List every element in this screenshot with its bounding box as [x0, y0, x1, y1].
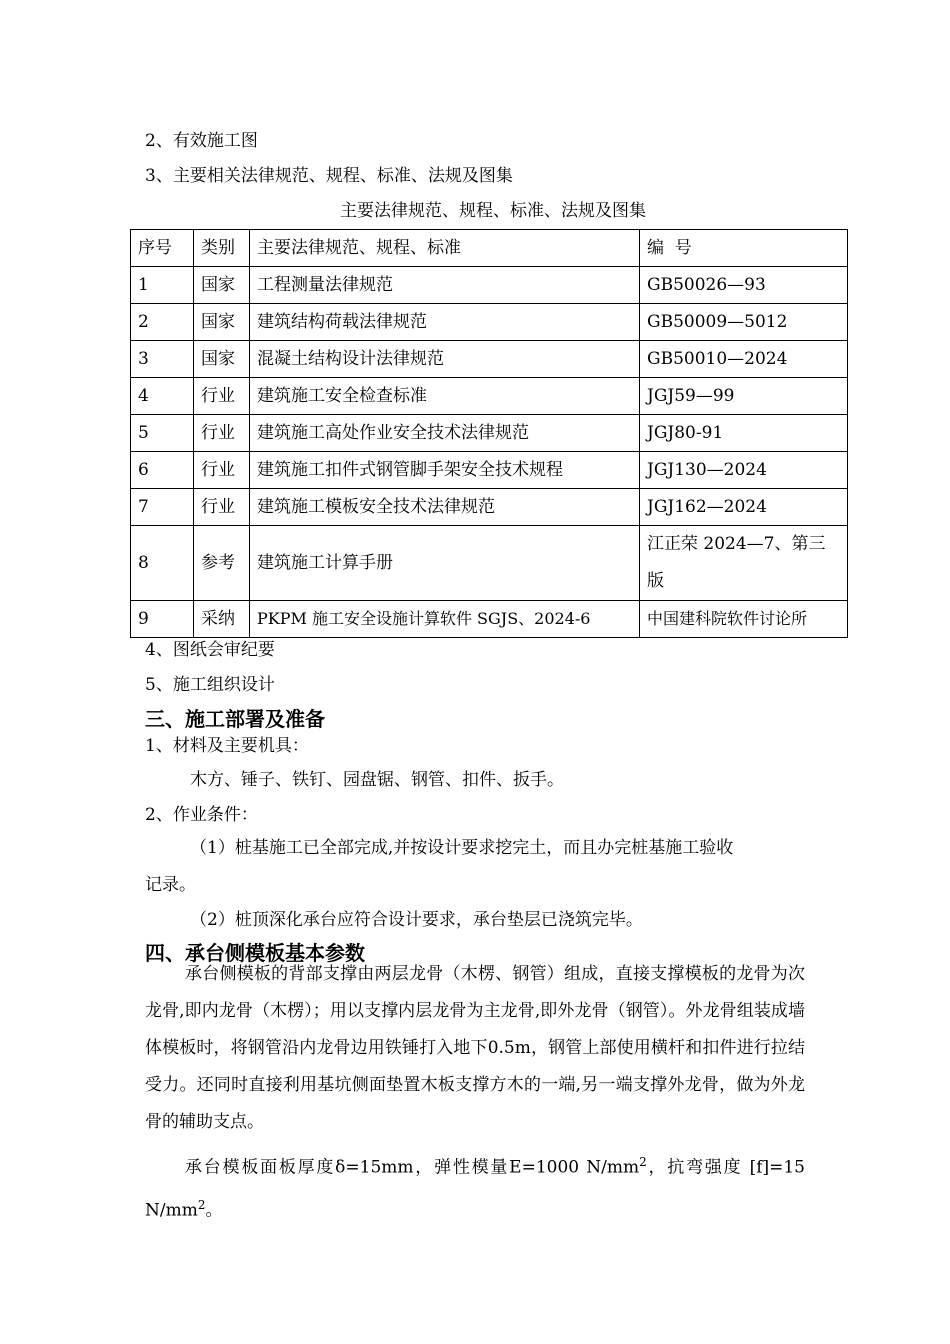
parameters-text-c: 。: [205, 1200, 223, 1221]
cell-category: 国家: [194, 341, 250, 378]
superscript: 2: [197, 1197, 206, 1212]
cell-category: 行业: [194, 415, 250, 452]
cell-category: 国家: [194, 267, 250, 304]
superscript: 2: [639, 1155, 647, 1169]
cell-title: 建筑施工模板安全技术法律规范: [250, 489, 640, 526]
cell-code: 江正荣 2024—7、第三版: [640, 526, 848, 601]
cell-number: 6: [131, 452, 194, 489]
list-item-regulations: 3、主要相关法律规范、规程、标准、法规及图集: [145, 166, 513, 186]
table-row: [131, 489, 848, 526]
cell-title: 工程测量法律规范: [250, 267, 640, 304]
cell-number: 9: [131, 601, 194, 638]
cell-code: JGJ59—99: [640, 378, 848, 415]
cell-category: 行业: [194, 452, 250, 489]
section-heading-parameters: 四、承台侧模板基本参数: [145, 941, 365, 965]
paragraph-panel-parameters: [145, 1144, 805, 1229]
parameters-text-b: ，抗弯强度 [f]=15 N/mm: [145, 1157, 805, 1221]
cell-title: PKPM 施工安全设施计算软件 SGJS、2024-6: [250, 601, 640, 638]
cell-title: 建筑施工高处作业安全技术法律规范: [250, 415, 640, 452]
header-cell: 序号: [131, 230, 194, 267]
table-row: [131, 304, 848, 341]
header-cell: 主要法律规范、规程、标准: [250, 230, 640, 267]
parameters-text-a: 承台模板面板厚度δ=15mm，弹性模量E=1000 N/mm: [185, 1157, 640, 1178]
cell-category: 采纳: [194, 601, 250, 638]
cell-category: 参考: [194, 526, 250, 601]
cell-code: GB50026—93: [640, 267, 848, 304]
cell-number: 1: [131, 267, 194, 304]
regulations-table: [130, 229, 848, 638]
item-work-conditions: 2、作业条件：: [145, 805, 258, 825]
table-row: [131, 415, 848, 452]
cell-category: 行业: [194, 489, 250, 526]
cell-title: 建筑施工计算手册: [250, 526, 640, 601]
table-row: [131, 267, 848, 304]
list-item-construction-design: 5、施工组织设计: [145, 675, 275, 695]
cell-title: 建筑施工安全检查标准: [250, 378, 640, 415]
table-row: [131, 526, 848, 601]
cell-title: 建筑结构荷载法律规范: [250, 304, 640, 341]
cell-number: 3: [131, 341, 194, 378]
condition-1-line-2: 记录。: [145, 875, 196, 895]
table-row: [131, 341, 848, 378]
table-header-row: [131, 230, 848, 267]
list-item-drawing-review: 4、图纸会审纪要: [145, 640, 275, 660]
cell-category: 行业: [194, 378, 250, 415]
table-caption: 主要法律规范、规程、标准、法规及图集: [340, 201, 646, 221]
cell-code: JGJ130—2024: [640, 452, 848, 489]
cell-category: 国家: [194, 304, 250, 341]
section-heading-deployment: 三、施工部署及准备: [145, 707, 325, 731]
condition-1-line-1: （1）桩基施工已全部完成,并按设计要求挖完土，而且办完桩基施工验收: [190, 838, 734, 858]
header-cell: 编 号: [640, 230, 848, 267]
cell-code: JGJ162—2024: [640, 489, 848, 526]
tools-list: 木方、锤子、铁钉、园盘锯、钢管、扣件、扳手。: [190, 770, 564, 790]
cell-code: GB50009—5012: [640, 304, 848, 341]
cell-code: GB50010—2024: [640, 341, 848, 378]
header-cell: 类别: [194, 230, 250, 267]
table-row: [131, 378, 848, 415]
condition-2: （2）桩顶深化承台应符合设计要求，承台垫层已浇筑完毕。: [190, 910, 643, 930]
cell-number: 2: [131, 304, 194, 341]
cell-title: 混凝土结构设计法律规范: [250, 341, 640, 378]
item-materials: 1、材料及主要机具：: [145, 736, 309, 756]
cell-number: 7: [131, 489, 194, 526]
cell-title: 建筑施工扣件式钢管脚手架安全技术规程: [250, 452, 640, 489]
paragraph-support-structure: 承台侧模板的背部支撑由两层龙骨（木楞、钢管）组成，直接支撑模板的龙骨为次龙骨,即内龙骨（木楞）；用以支撑内层龙骨为主龙骨,即外龙骨（钢管）。外龙骨组装成墙体模板时，将钢管沿内龙骨边用铁锤打入地下0.5m，钢管上部使用横杆和扣件进行拉结受力。还同时直接利用基坑侧面垫置木板支撑方木的一端,另一端支撑外龙骨，做为外龙骨的辅助支点。: [145, 964, 805, 1132]
cell-number: 5: [131, 415, 194, 452]
list-item-drawings: 2、有效施工图: [145, 131, 258, 151]
cell-number: 4: [131, 378, 194, 415]
table-row: [131, 452, 848, 489]
cell-code: JGJ80-91: [640, 415, 848, 452]
cell-code: 中国建科院软件讨论所: [640, 601, 848, 638]
cell-number: 8: [131, 526, 194, 601]
table-row: [131, 601, 848, 638]
